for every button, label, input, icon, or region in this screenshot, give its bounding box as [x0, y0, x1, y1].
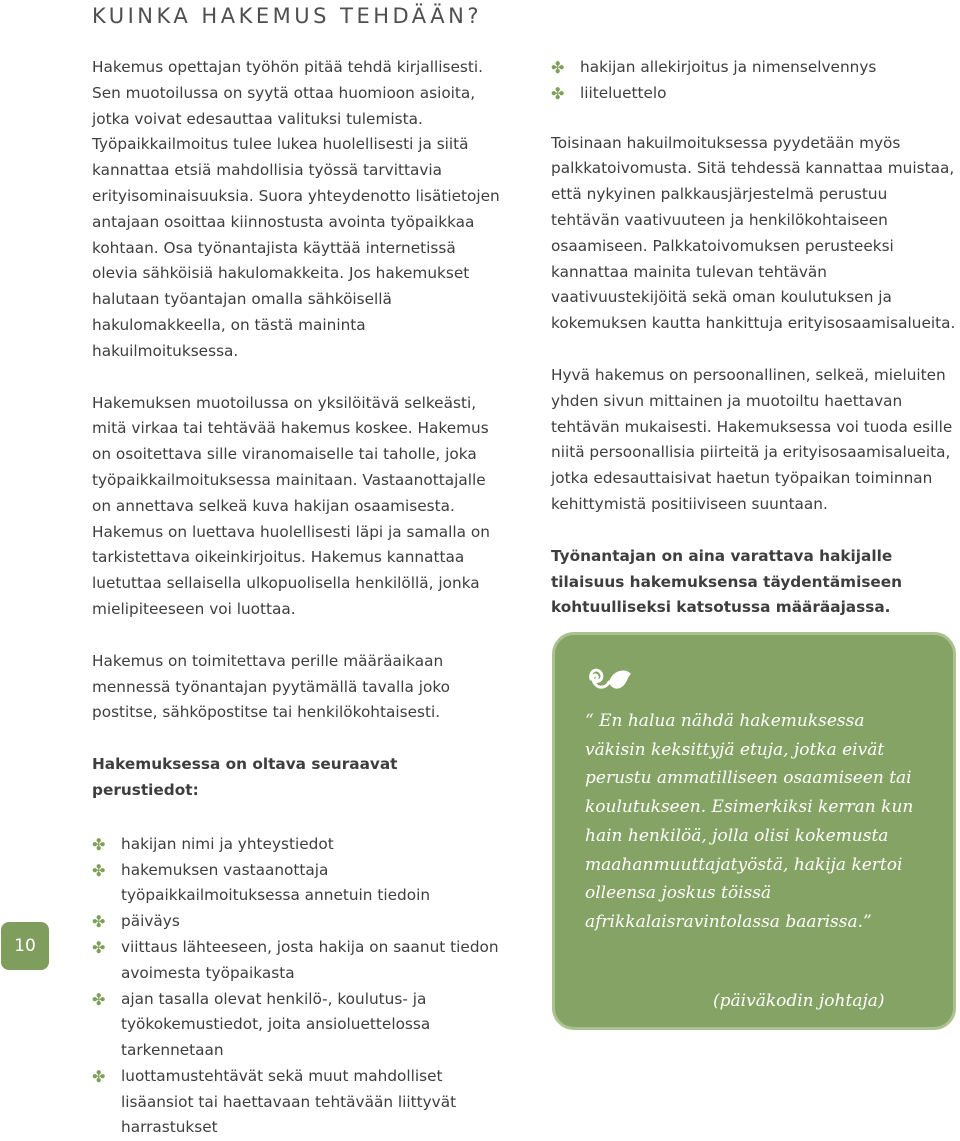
good-application-paragraph: Hyvä hakemus on persoonallinen, selkeä, mieluiten yhden sivun mittainen ja muotoiltu haettavan tehtävän mukaisesti. Hakemuksessa voi tuoda esille niitä persoonallisia piirteitä ja erityisosaamisalueita, jotka edesauttaisivat haetun työpaikan toiminnan kehittymistä positiiviseen suuntaan. [551, 365, 953, 513]
list-item: ✤ liiteluettelo [551, 81, 956, 107]
extra-info-list [551, 55, 956, 107]
clover-bullet-icon: ✤ [92, 1066, 106, 1086]
quote-author: (päiväkodin johtaja) [713, 991, 885, 1011]
list-item: ✤ luottamustehtävät sekä muut mahdolliset lisäansiot tai haettavaan tehtävään liittyvät harrastukset [92, 1064, 500, 1141]
clover-bullet-icon: ✤ [551, 83, 565, 103]
clover-bullet-icon: ✤ [92, 834, 106, 854]
format-paragraph: Hakemuksen muotoilussa on yksilöitävä selkeästi, mitä virkaa tai tehtävää hakemus koskee. Hakemus on osoitettava sille viranomaiselle tai taholle, joka työpaikkailmoituksessa mainitaan. Vastaanottajalle on annettava selkeä kuva hakijan osaamisesta. Hakemus on luettava huolellisesti läpi ja samalla on tarkistettava oikeinkirjoitus. Hakemus kannattaa luetuttaa sellaisella ulkopuolisella henkilöllä, jonka mielipiteeseen voi luottaa. [92, 393, 490, 618]
clover-bullet-icon: ✤ [92, 912, 106, 932]
quote-text: “ En halua nähdä hakemuksessa väkisin keksittyjä etuja, jotka eivät perustu ammatilliseen osaamiseen tai koulutukseen. Esimerkiksi kerran kun hain henkilöä, jolla olisi kokemusta maahanmuuttajatyöstä, hakija kertoi olleensa joskus töissä afrikkalaisravintolassa baarissa.” [585, 711, 914, 932]
page-number: 10 [1, 922, 49, 970]
basic-info-heading: Hakemuksessa on oltava seuraavat perustiedot: [92, 755, 398, 799]
basic-info-list [92, 832, 500, 1141]
left-column [92, 55, 500, 1141]
list-item: ✤ päiväys [92, 909, 500, 935]
list-item: ✤ hakijan nimi ja yhteystiedot [92, 832, 500, 858]
clover-bullet-icon: ✤ [551, 58, 565, 77]
employer-note-paragraph: Työnantajan on aina varattava hakijalle tilaisuus hakemuksensa täydentämiseen kohtuulliseksi katsotussa määräajassa. [551, 546, 903, 617]
right-column [551, 55, 956, 647]
page-title: KUINKA HAKEMUS TEHDÄÄN? [92, 4, 482, 28]
clover-bullet-icon: ✤ [92, 860, 106, 880]
list-item: ✤ ajan tasalla olevat henkilö-, koulutus- ja työkokemustiedot, joita ansioluettelossa tarkennetaan [92, 987, 500, 1064]
delivery-paragraph: Hakemus on toimitettava perille määräaikaan mennessä työnantajan pyytämällä tavalla joko postitse, sähköpostitse tai henkilökohtaisesti. [92, 651, 451, 722]
intro-paragraph: Hakemus opettajan työhön pitää tehdä kirjallisesti. Sen muotoilussa on syytä ottaa huomioon asioita, jotka voivat edesauttaa valituksi tulemista. Työpaikkailmoitus tulee lukea huolellisesti ja siitä kannattaa etsiä mahdollisia työssä tarvittavia erityisominaisuuksia. Suora yhteydenotto lisätietojen antajaan osoittaa kiinnostusta avointa työpaikkaa kohtaan. Osa työnantajista käyttää internetissä olevia sähköisiä hakulomakkeita. Jos hakemukset halutaan työantajan omalla sähköisellä hakulomakkeella, on tästä maininta hakuilmoituksessa. [92, 58, 500, 360]
list-item: ✤ hakemuksen vastaanottaja työpaikkailmoituksessa annetuin tiedoin [92, 858, 500, 910]
salary-paragraph: Toisinaan hakuilmoituksessa pyydetään myös palkkatoivomusta. Sitä tehdessä kannattaa muistaa, että nykyinen palkkausjärjestelmä perustuu tehtävän vaativuuteen ja henkilökohtaiseen osaamiseen. Palkkatoivomuksen perusteeksi kannattaa mainita tulevan tehtävän vaativuustekijöitä sekä oman koulutuksen ja kokemuksen kautta hankittuja erityisosaamisalueita. [551, 133, 956, 333]
leaf-icon [587, 665, 633, 695]
clover-bullet-icon: ✤ [92, 937, 106, 957]
quote-box [552, 632, 956, 1030]
list-item: ✤ hakijan allekirjoitus ja nimenselvennys [551, 55, 956, 81]
list-item: ✤ viittaus lähteeseen, josta hakija on saanut tiedon avoimesta työpaikasta [92, 935, 500, 987]
clover-bullet-icon: ✤ [92, 989, 106, 1009]
